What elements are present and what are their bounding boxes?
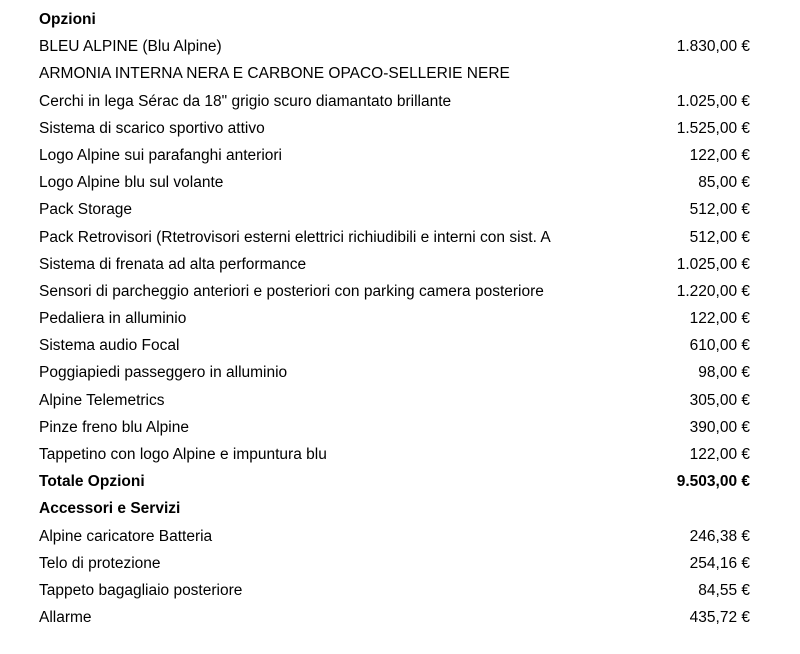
option-row <box>0 251 800 278</box>
option-price: 305,00 € <box>689 391 750 409</box>
option-row <box>0 60 800 87</box>
option-label: BLEU ALPINE (Blu Alpine) <box>39 38 222 56</box>
option-row <box>0 278 800 305</box>
options-total-value: 9.503,00 € <box>676 473 750 491</box>
option-label: Sistema di scarico sportivo attivo <box>39 119 265 137</box>
option-row <box>0 88 800 115</box>
option-row <box>0 441 800 468</box>
option-row <box>0 142 800 169</box>
option-row <box>0 332 800 359</box>
accessory-label: Tappeto bagagliaio posteriore <box>39 581 243 599</box>
option-row <box>0 414 800 441</box>
accessory-label: Telo di protezione <box>39 554 161 572</box>
option-label: ARMONIA INTERNA NERA E CARBONE OPACO-SELLERIE NERE <box>39 65 510 83</box>
option-price: 610,00 € <box>689 337 750 355</box>
option-label: Tappetino con logo Alpine e impuntura blu <box>39 446 327 463</box>
option-row <box>0 115 800 142</box>
option-price: 122,00 € <box>689 146 750 164</box>
option-row <box>0 387 800 414</box>
accessory-price: 246,38 € <box>689 527 750 545</box>
accessory-label: Alpine caricatore Batteria <box>39 527 213 545</box>
option-price: 85,00 € <box>698 174 750 192</box>
option-label: Pack Storage <box>39 201 133 219</box>
accessory-row <box>0 550 800 577</box>
option-row <box>0 169 800 196</box>
option-price: 122,00 € <box>689 310 750 328</box>
accessory-price: 254,16 € <box>689 554 750 572</box>
option-label: Logo Alpine sui parafanghi anteriori <box>39 146 283 164</box>
accessory-price: 84,55 € <box>698 581 750 599</box>
option-price: 512,00 € <box>689 228 750 246</box>
option-label: Alpine Telemetrics <box>39 391 165 409</box>
option-row <box>0 33 800 60</box>
option-row <box>0 224 800 251</box>
option-label: Pinze freno blu Alpine <box>39 418 189 436</box>
options-total-row <box>0 468 800 495</box>
option-price: 512,00 € <box>689 201 750 219</box>
options-heading: Opzioni <box>39 11 96 28</box>
accessories-heading: Accessori e Servizi <box>39 500 181 518</box>
option-price: 1.025,00 € <box>676 92 750 110</box>
option-label: Sistema audio Focal <box>39 337 180 355</box>
accessory-row <box>0 523 800 550</box>
option-row <box>0 196 800 223</box>
option-label: Cerchi in lega Sérac da 18" grigio scuro diamantato brillante <box>39 92 452 110</box>
option-price: 1.525,00 € <box>676 119 750 137</box>
options-heading-row <box>0 6 800 33</box>
option-row <box>0 359 800 386</box>
option-row <box>0 305 800 332</box>
options-total-label: Totale Opzioni <box>39 473 145 491</box>
accessory-label: Allarme <box>39 609 92 627</box>
option-label: Logo Alpine blu sul volante <box>39 174 224 192</box>
option-price: 1.830,00 € <box>676 38 750 56</box>
option-label: Sensori di parcheggio anteriori e posteriori con parking camera posteriore <box>39 282 544 300</box>
option-price: 390,00 € <box>689 418 750 436</box>
option-price: 98,00 € <box>698 364 750 382</box>
option-label: Pedaliera in alluminio <box>39 310 187 328</box>
accessory-row <box>0 604 800 631</box>
option-label: Sistema di frenata ad alta performance <box>39 255 307 273</box>
option-price: 1.220,00 € <box>676 282 750 300</box>
accessories-heading-row <box>0 495 800 522</box>
option-label: Poggiapiedi passeggero in alluminio <box>39 364 288 382</box>
price-list-document <box>0 6 800 631</box>
option-label: Pack Retrovisori (Rtetrovisori esterni elettrici richiudibili e interni con sist. A <box>39 228 551 246</box>
option-price: 1.025,00 € <box>676 255 750 273</box>
accessory-price: 435,72 € <box>689 609 750 627</box>
accessory-row <box>0 577 800 604</box>
option-price: 122,00 € <box>689 446 750 463</box>
